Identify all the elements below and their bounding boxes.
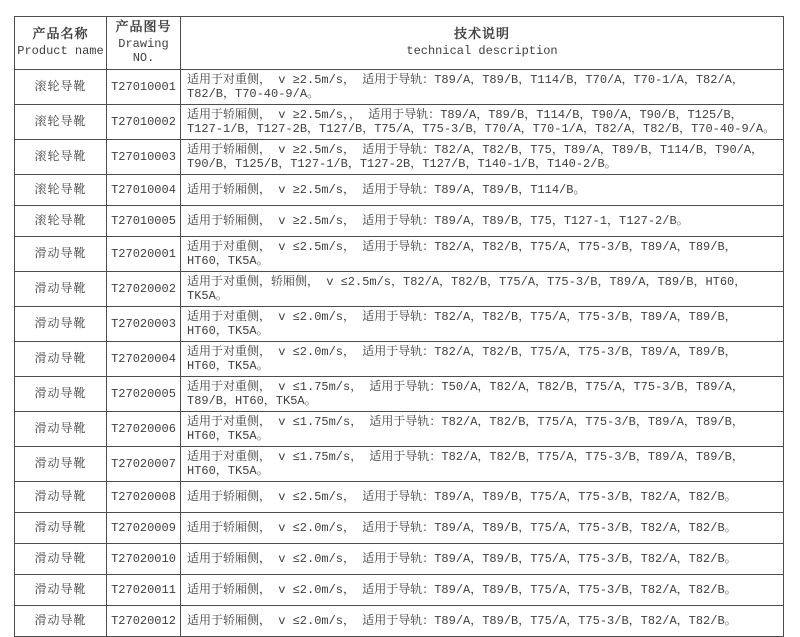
- table-row: [15, 412, 784, 447]
- product-name-cell: 滑动导靴: [15, 575, 107, 606]
- description-cell: 适用于对重侧， v ≤1.75m/s， 适用于导轨：T50/A，T82/A，T82/B，T75/A，T75-3/B，T89/A，T89/B，HT60，TK5A。: [181, 377, 784, 412]
- drawing-no-cell: T27010002: [107, 105, 181, 140]
- drawing-no-cell: T27020001: [107, 237, 181, 272]
- product-name-cell: 滑动导靴: [15, 237, 107, 272]
- drawing-no-cell: T27020003: [107, 307, 181, 342]
- table-row: [15, 237, 784, 272]
- header-row: [15, 17, 784, 70]
- drawing-no-cell: T27020012: [107, 606, 181, 637]
- table-row: [15, 575, 784, 606]
- table-row: [15, 544, 784, 575]
- header-description-en: technical description: [406, 44, 558, 58]
- drawing-no-cell: T27010005: [107, 206, 181, 237]
- description-cell: 适用于对重侧， v ≤2.0m/s， 适用于导轨：T82/A，T82/B，T75/A，T75-3/B，T89/A，T89/B，HT60，TK5A。: [181, 342, 784, 377]
- table-header: [15, 17, 784, 70]
- product-name-cell: 滑动导靴: [15, 482, 107, 513]
- description-cell: 适用于轿厢侧， v ≥2.5m/s， 适用于导轨：T89/A，T89/B，T75，T127-1，T127-2/B。: [181, 206, 784, 237]
- description-cell: 适用于对重侧， v ≤1.75m/s， 适用于导轨：T82/A，T82/B，T75/A，T75-3/B，T89/A，T89/B，HT60，TK5A。: [181, 447, 784, 482]
- drawing-no-cell: T27020008: [107, 482, 181, 513]
- header-description: [181, 17, 784, 70]
- description-cell: 适用于轿厢侧， v ≤2.0m/s， 适用于导轨：T89/A，T89/B，T75/A，T75-3/B，T82/A，T82/B。: [181, 544, 784, 575]
- table-row: [15, 606, 784, 637]
- header-drawing-no-zh: 产品图号: [115, 20, 172, 35]
- table-row: [15, 307, 784, 342]
- product-name-cell: 滚轮导靴: [15, 140, 107, 175]
- drawing-no-cell: T27020004: [107, 342, 181, 377]
- table-row: [15, 175, 784, 206]
- description-cell: 适用于轿厢侧， v ≥2.5m/s， 适用于导轨：T89/A，T89/B，T114/B。: [181, 175, 784, 206]
- header-drawing-no: [107, 17, 181, 70]
- table-row: [15, 105, 784, 140]
- table-row: [15, 377, 784, 412]
- description-cell: 适用于对重侧，轿厢侧， v ≤2.5m/s，T82/A，T82/B，T75/A，T75-3/B，T89/A，T89/B，HT60，TK5A。: [181, 272, 784, 307]
- description-cell: 适用于对重侧， v ≥2.5m/s， 适用于导轨：T89/A，T89/B，T114/B，T70/A，T70-1/A，T82/A，T82/B，T70-40-9/A。: [181, 70, 784, 105]
- drawing-no-cell: T27010001: [107, 70, 181, 105]
- product-name-cell: 滑动导靴: [15, 447, 107, 482]
- header-product-name: [15, 17, 107, 70]
- product-name-cell: 滑动导靴: [15, 544, 107, 575]
- header-product-name-zh: 产品名称: [32, 27, 89, 42]
- product-name-cell: 滑动导靴: [15, 342, 107, 377]
- header-drawing-no-en: Drawing NO.: [118, 37, 169, 65]
- product-name-cell: 滑动导靴: [15, 412, 107, 447]
- product-name-cell: 滑动导靴: [15, 377, 107, 412]
- product-name-cell: 滚轮导靴: [15, 175, 107, 206]
- header-product-name-en: Product name: [17, 44, 104, 58]
- table-row: [15, 342, 784, 377]
- drawing-no-cell: T27020006: [107, 412, 181, 447]
- table-body: [15, 70, 784, 637]
- drawing-no-cell: T27020010: [107, 544, 181, 575]
- drawing-no-cell: T27020002: [107, 272, 181, 307]
- description-cell: 适用于轿厢侧， v ≤2.0m/s， 适用于导轨：T89/A，T89/B，T75/A，T75-3/B，T82/A，T82/B。: [181, 606, 784, 637]
- drawing-no-cell: T27020009: [107, 513, 181, 544]
- description-cell: 适用于对重侧， v ≤2.5m/s， 适用于导轨：T82/A，T82/B，T75/A，T75-3/B，T89/A，T89/B，HT60，TK5A。: [181, 237, 784, 272]
- table-row: [15, 482, 784, 513]
- product-name-cell: 滚轮导靴: [15, 206, 107, 237]
- drawing-no-cell: T27020011: [107, 575, 181, 606]
- description-cell: 适用于对重侧， v ≤1.75m/s， 适用于导轨：T82/A，T82/B，T75/A，T75-3/B，T89/A，T89/B，HT60，TK5A。: [181, 412, 784, 447]
- table-row: [15, 447, 784, 482]
- table-row: [15, 70, 784, 105]
- product-name-cell: 滚轮导靴: [15, 105, 107, 140]
- description-cell: 适用于轿厢侧， v ≥2.5m/s， 适用于导轨：T82/A，T82/B，T75，T89/A，T89/B，T114/B，T90/A，T90/B，T125/B，T127-1/B，T127-2B，T127/B，T140-1/B，T140-2/B。: [181, 140, 784, 175]
- drawing-no-cell: T27020007: [107, 447, 181, 482]
- description-cell: 适用于轿厢侧， v ≤2.5m/s， 适用于导轨：T89/A，T89/B，T75/A，T75-3/B，T82/A，T82/B。: [181, 482, 784, 513]
- description-cell: 适用于轿厢侧， v ≤2.0m/s， 适用于导轨：T89/A，T89/B，T75/A，T75-3/B，T82/A，T82/B。: [181, 575, 784, 606]
- table-row: [15, 140, 784, 175]
- product-name-cell: 滑动导靴: [15, 513, 107, 544]
- table-row: [15, 206, 784, 237]
- product-spec-table: [14, 16, 784, 637]
- table-row: [15, 513, 784, 544]
- description-cell: 适用于轿厢侧， v ≥2.5m/s，， 适用于导轨：T89/A，T89/B，T114/B，T90/A，T90/B，T125/B，T127-1/B，T127-2B，T127/B，T75/A，T75-3/B，T70/A，T70-1/A，T82/A，T82/B，T70-40-9/A。: [181, 105, 784, 140]
- header-description-zh: 技术说明: [453, 27, 510, 42]
- product-name-cell: 滑动导靴: [15, 272, 107, 307]
- table-row: [15, 272, 784, 307]
- product-name-cell: 滚轮导靴: [15, 70, 107, 105]
- drawing-no-cell: T27020005: [107, 377, 181, 412]
- drawing-no-cell: T27010004: [107, 175, 181, 206]
- product-name-cell: 滑动导靴: [15, 606, 107, 637]
- product-name-cell: 滑动导靴: [15, 307, 107, 342]
- description-cell: 适用于轿厢侧， v ≤2.0m/s， 适用于导轨：T89/A，T89/B，T75/A，T75-3/B，T82/A，T82/B。: [181, 513, 784, 544]
- drawing-no-cell: T27010003: [107, 140, 181, 175]
- description-cell: 适用于对重侧， v ≤2.0m/s， 适用于导轨：T82/A，T82/B，T75/A，T75-3/B，T89/A，T89/B，HT60，TK5A。: [181, 307, 784, 342]
